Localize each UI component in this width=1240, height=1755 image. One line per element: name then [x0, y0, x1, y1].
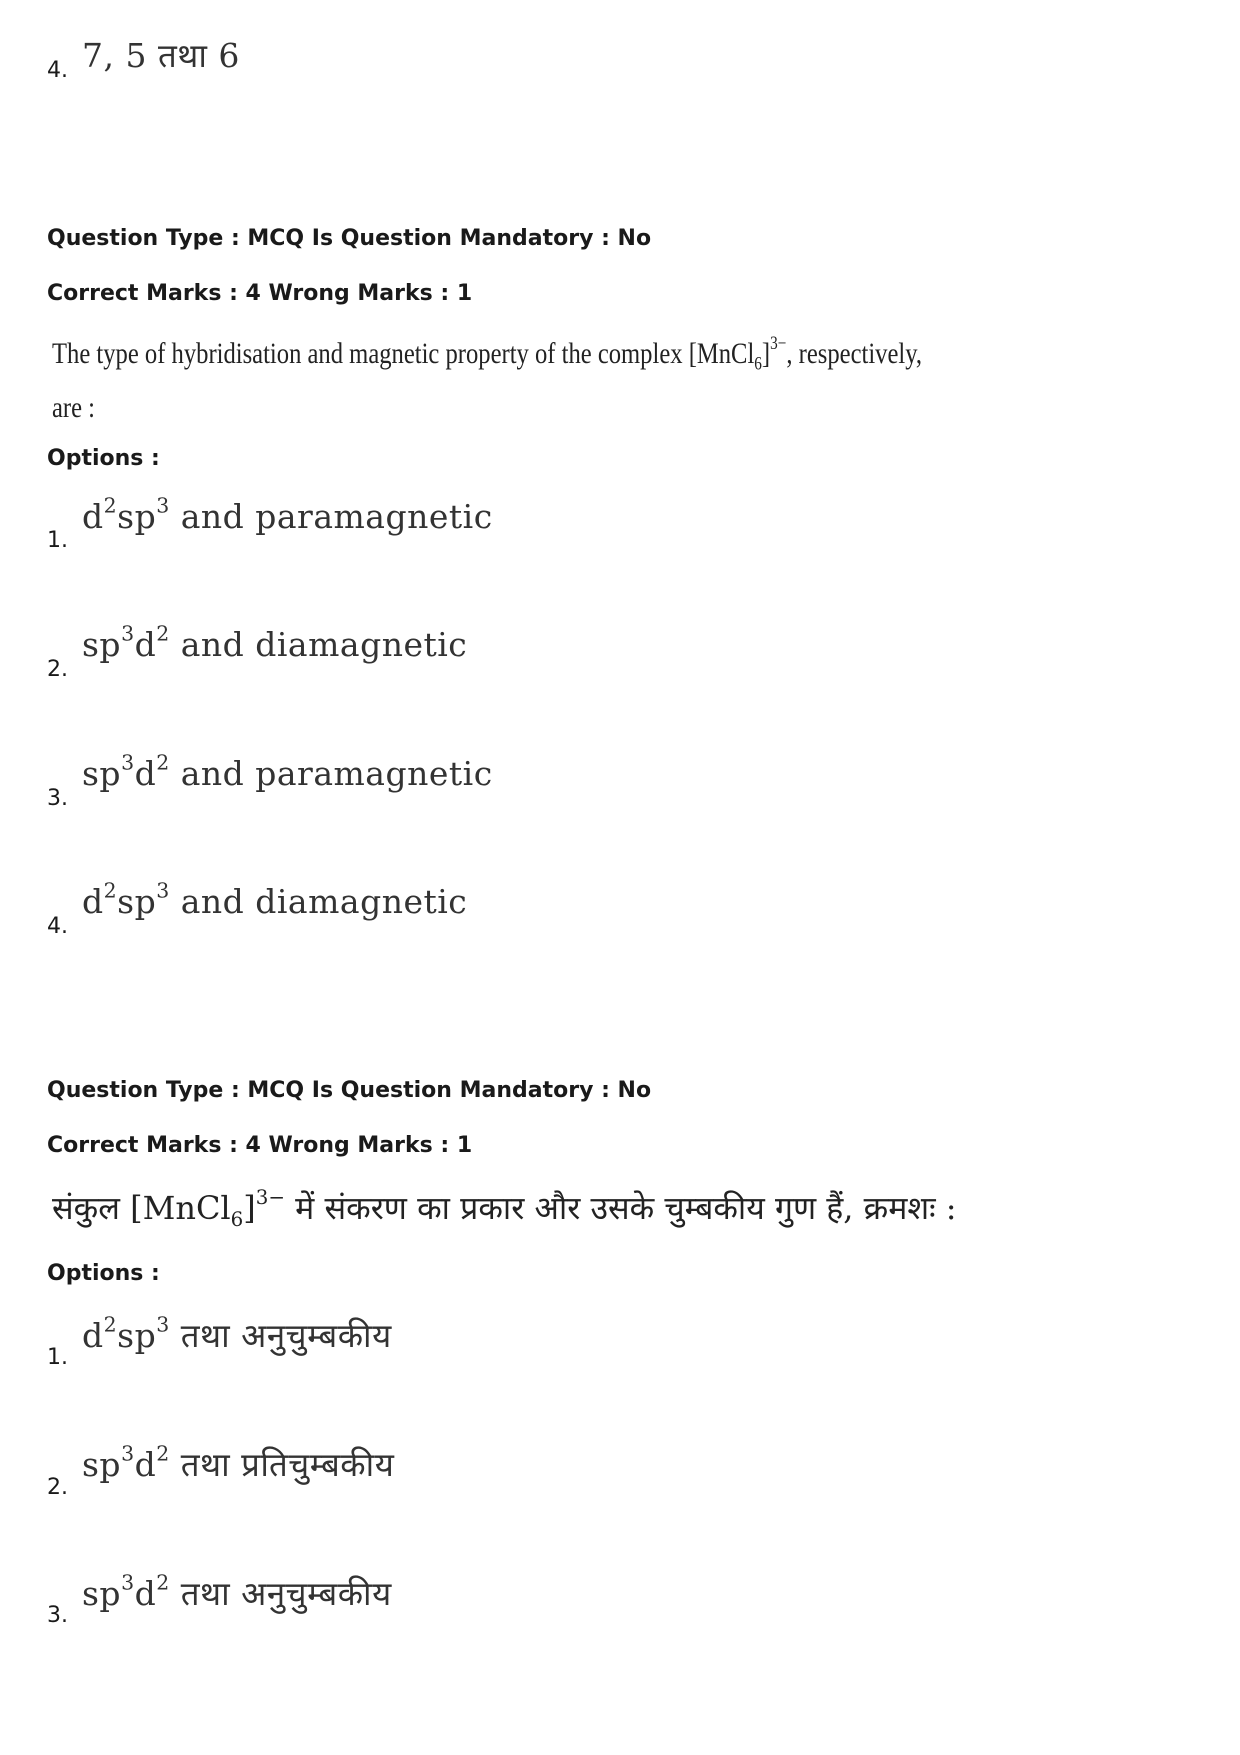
question-text: संकुल [MnCl$_6$]$^{3-}$ में संकरण का प्रकार और उसके चुम्बकीय गुण हैं, क्रमशः :	[52, 1186, 957, 1231]
question-text-line2: are :	[52, 391, 96, 424]
option-number: 2.	[47, 1475, 68, 1500]
option-4[interactable]: $d^2sp^3$ and diamagnetic	[82, 878, 468, 921]
option-1[interactable]: $d^2sp^3$ तथा अनुचुम्बकीय	[82, 1312, 392, 1355]
option-3[interactable]: $sp^3d^2$ and paramagnetic	[82, 750, 493, 793]
option-2[interactable]: $sp^3d^2$ तथा प्रतिचुम्बकीय	[82, 1441, 395, 1484]
option-number: 4.	[47, 58, 68, 83]
options-label: Options :	[47, 1261, 160, 1286]
option-3[interactable]: $sp^3d^2$ तथा अनुचुम्बकीय	[82, 1570, 392, 1613]
option-number: 1.	[47, 528, 68, 553]
option-2[interactable]: $sp^3d^2$ and diamagnetic	[82, 621, 468, 664]
option-number: 3.	[47, 786, 68, 811]
option-number: 3.	[47, 1603, 68, 1628]
option-number: 1.	[47, 1345, 68, 1370]
marks-line: Correct Marks : 4 Wrong Marks : 1	[47, 1133, 473, 1158]
question-type-line: Question Type : MCQ Is Question Mandatory : No	[47, 226, 652, 251]
option-1[interactable]: $d^2sp^3$ and paramagnetic	[82, 493, 493, 536]
question-text: The type of hybridisation and magnetic property of the complex [MnCl$_6$]$^{3-}$, respectively,	[52, 333, 923, 375]
option-number: 4.	[47, 914, 68, 939]
marks-line: Correct Marks : 4 Wrong Marks : 1	[47, 281, 473, 306]
option-number: 2.	[47, 657, 68, 682]
question-type-line: Question Type : MCQ Is Question Mandatory : No	[47, 1078, 652, 1103]
options-label: Options :	[47, 446, 160, 471]
option-text: 7, 5 तथा 6	[82, 36, 240, 75]
